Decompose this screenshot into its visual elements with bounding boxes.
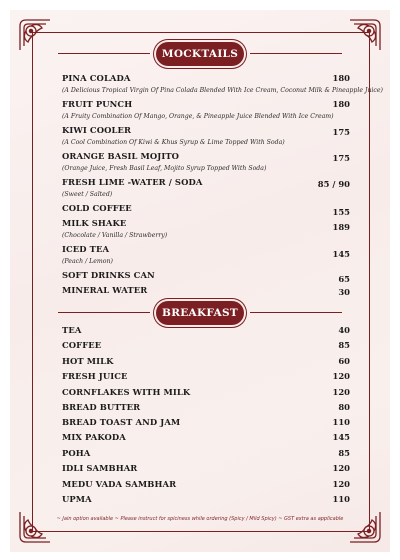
item-price: 120 — [332, 371, 350, 381]
section-title-badge — [156, 42, 244, 66]
section-title: BREAKFAST — [162, 307, 238, 319]
item-description: (Chocolate / Vanilla / Strawberry) — [62, 232, 168, 239]
item-name: FRUIT PUNCH — [62, 99, 133, 109]
footnote: ~ Jain option available ~ Please instruct for spiciness while ordering (Spicy / Mild Spicy) ~ GST extra as applicable — [56, 516, 344, 522]
item-name: FRESH JUICE — [62, 371, 128, 381]
divider — [58, 53, 150, 54]
item-name: BREAD BUTTER — [62, 402, 141, 412]
item-price: 85 / 90 — [317, 179, 350, 189]
item-name: COFFEE — [62, 340, 102, 350]
item-name: ICED TEA — [62, 244, 110, 254]
item-price: 85 — [338, 340, 350, 350]
item-name: MILK SHAKE — [62, 218, 127, 228]
item-description: (Orange Juice, Fresh Basil Leaf, Mojito Syrup Topped With Soda) — [62, 165, 267, 172]
item-price: 145 — [332, 249, 350, 259]
item-price: 80 — [338, 402, 350, 412]
item-price: 120 — [332, 387, 350, 397]
item-price: 85 — [338, 448, 350, 458]
item-description: (A Cool Combination Of Kiwi & Khus Syrup & Lime Topped With Soda) — [62, 139, 285, 146]
item-name: IDLI SAMBHAR — [62, 463, 138, 473]
item-name: KIWI COOLER — [62, 125, 132, 135]
item-price: 65 — [338, 274, 350, 284]
item-name: COLD COFFEE — [62, 203, 132, 213]
item-price: 145 — [332, 432, 350, 442]
item-name: PINA COLADA — [62, 73, 131, 83]
item-description: (Sweet / Salted) — [62, 191, 113, 198]
divider — [250, 312, 342, 313]
item-price: 60 — [338, 356, 350, 366]
menu-page — [10, 10, 390, 552]
item-name: SOFT DRINKS CAN — [62, 270, 155, 280]
section-title-badge — [156, 301, 244, 325]
item-price: 120 — [332, 479, 350, 489]
item-name: CORNFLAKES WITH MILK — [62, 387, 191, 397]
mocktails-section-header — [10, 42, 390, 66]
item-description: (A Fruity Combination Of Mango, Orange, & Pineapple Juice Blended With Ice Cream) — [62, 113, 334, 120]
item-name: BREAD TOAST AND JAM — [62, 417, 181, 427]
item-price: 30 — [338, 287, 350, 297]
item-name: TEA — [62, 325, 82, 335]
item-name: MIX PAKODA — [62, 432, 126, 442]
item-price: 180 — [332, 73, 350, 83]
item-price: 189 — [332, 222, 350, 232]
item-price: 110 — [332, 494, 350, 504]
item-name: POHA — [62, 448, 91, 458]
item-description: (Peach / Lemon) — [62, 258, 113, 265]
item-name: FRESH LIME -WATER / SODA — [62, 177, 203, 187]
item-price: 110 — [332, 417, 350, 427]
item-name: MEDU VADA SAMBHAR — [62, 479, 177, 489]
breakfast-section-header — [10, 301, 390, 325]
item-name: UPMA — [62, 494, 92, 504]
item-price: 175 — [332, 127, 350, 137]
divider — [58, 312, 150, 313]
item-name: HOT MILK — [62, 356, 114, 366]
item-price: 180 — [332, 99, 350, 109]
section-title: MOCKTAILS — [161, 48, 239, 60]
item-price: 175 — [332, 153, 350, 163]
item-price: 155 — [332, 207, 350, 217]
item-price: 40 — [338, 325, 350, 335]
item-price: 120 — [332, 463, 350, 473]
item-description: (A Delicious Tropical Virgin Of Pina Colada Blended With Ice Cream, Coconut Milk & Pineapple Juice) — [62, 87, 383, 94]
divider — [250, 53, 342, 54]
item-name: MINERAL WATER — [62, 285, 148, 295]
item-name: ORANGE BASIL MOJITO — [62, 151, 180, 161]
